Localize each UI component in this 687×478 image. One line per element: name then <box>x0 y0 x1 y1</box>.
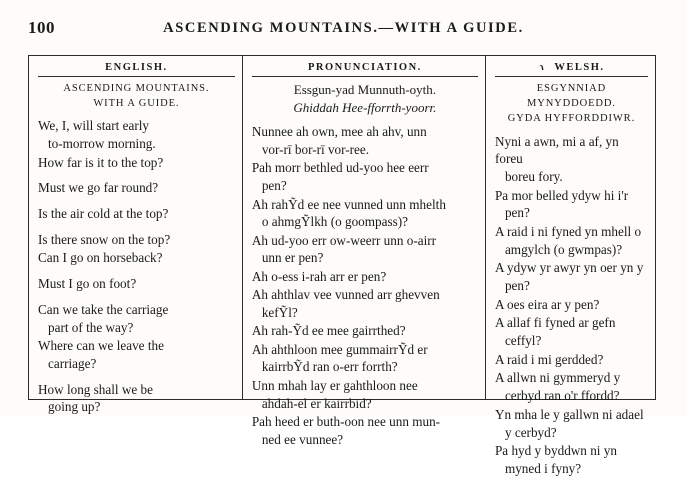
section-title-pronunciation <box>252 81 478 117</box>
row-spacer <box>38 198 235 205</box>
swash-ornament-icon: ɾ <box>538 62 545 73</box>
phrase-row <box>38 117 235 152</box>
phrase-row <box>252 377 478 412</box>
row-spacer <box>38 268 235 275</box>
phrase-line: carriage? <box>48 355 97 371</box>
phrase-line: amgylch (o gwmpas)? <box>504 241 623 257</box>
section-title-line2: Ghiddah Hee-fforrth-yoorr. <box>293 100 437 116</box>
column-header-pronunciation: PRONUNCIATION. <box>307 62 422 73</box>
phrase-line: Must we go far round? <box>38 180 159 196</box>
phrase-line: Unn mhah lay er gahthloon nee <box>251 378 418 393</box>
phrase-line: Ah ahthloon mee gummairrỸd er <box>251 341 428 357</box>
phrase-line: going up? <box>48 399 101 415</box>
phrase-line: o ahmgỸlkh (o goompass)? <box>261 214 408 230</box>
phrase-line: A allaf fi fyned ar gefn <box>494 315 616 331</box>
phrase-row <box>38 179 235 197</box>
phrase-line: Ah rah-Ỹd ee mee gairrthed? <box>251 323 406 339</box>
phrase-line: Nunnee ah own, mee ah ahv, unn <box>251 124 427 140</box>
phrase-row <box>252 159 478 194</box>
phrase-row <box>252 196 478 231</box>
welsh-rows <box>495 133 648 478</box>
phrase-row <box>495 296 648 314</box>
phrase-line: A oes eira ar y pen? <box>494 296 600 312</box>
phrase-line: y cerbyd? <box>504 424 557 440</box>
phrase-row <box>252 232 478 267</box>
phrase-row <box>495 442 648 477</box>
header-rule <box>495 76 648 77</box>
phrase-line: Is there snow on the top? <box>38 231 171 247</box>
page-number: 100 <box>28 18 55 37</box>
phrase-line: pen? <box>504 205 530 221</box>
section-title-welsh <box>495 81 648 127</box>
phrase-line: kefỸl? <box>261 304 298 320</box>
phrase-row <box>252 413 478 448</box>
phrase-row <box>252 123 478 158</box>
header-rule <box>38 76 235 77</box>
phrase-line: part of the way? <box>48 319 134 335</box>
phrase-line: Can we take the carriage <box>38 301 169 317</box>
phrase-line: ahdah-el er kairrbid? <box>261 395 372 411</box>
phrase-line: A raid i ni fyned yn mhell o <box>494 223 642 239</box>
phrase-line: kairrbỸd ran o-err forrth? <box>261 359 398 375</box>
phrase-line: ned ee vunnee? <box>261 431 344 447</box>
phrase-line: to-morrow morning. <box>48 136 156 152</box>
phrase-row <box>38 301 235 336</box>
phrase-line: A ydyw yr awyr yn oer yn y <box>494 260 644 276</box>
phrase-row <box>38 381 235 416</box>
phrase-row <box>495 351 648 369</box>
phrase-row <box>495 406 648 441</box>
phrase-row <box>252 286 478 321</box>
phrase-line: Must I go on foot? <box>38 276 137 292</box>
phrase-row <box>495 314 648 349</box>
phrase-line: Nyni a awn, mi a af, yn foreu <box>494 133 623 167</box>
phrase-line: Ah o-ess i-rah arr er pen? <box>251 268 387 284</box>
running-head: ASCENDING MOUNTAINS.—WITH A GUIDE. <box>163 20 524 36</box>
row-spacer <box>38 224 235 231</box>
row-spacer <box>38 374 235 381</box>
phrase-row <box>38 154 235 172</box>
phrase-line: How far is it to the top? <box>38 154 164 170</box>
phrase-line: Ah rahỸd ee nee vunned unn mhelth <box>251 196 446 212</box>
phrase-line: Ah ud-yoo err ow-weerr unn o-airr <box>251 232 437 248</box>
phrase-line: Is the air cold at the top? <box>38 206 169 222</box>
section-title-line1: ESGYNNIAD MYNYDDOEDD. <box>526 83 616 110</box>
phrase-row <box>252 322 478 340</box>
phrase-line: How long shall we be <box>38 381 154 397</box>
phrase-row <box>38 231 235 249</box>
phrase-line: boreu fory. <box>504 168 563 184</box>
phrase-line: A raid i mi gerdded? <box>494 351 604 367</box>
pronunciation-rows <box>252 123 478 448</box>
phrase-line: pen? <box>261 177 287 193</box>
phrase-line: Where can we leave the <box>38 338 164 354</box>
row-spacer <box>38 294 235 301</box>
phrase-line: ceffyl? <box>504 333 542 349</box>
phrase-row <box>38 205 235 223</box>
english-rows <box>38 117 235 416</box>
phrase-row <box>38 249 235 267</box>
phrase-line: Can I go on horseback? <box>38 250 163 266</box>
phrase-line: Pa mor belled ydyw hi i'r <box>494 187 629 203</box>
phrase-line: unn er pen? <box>261 250 324 266</box>
section-title-english <box>38 81 235 111</box>
section-title-line1: ASCENDING MOUNTAINS. <box>63 83 210 94</box>
phrase-row <box>495 223 648 258</box>
phrase-row <box>495 187 648 222</box>
phrase-line: cerbyd ran o'r ffordd? <box>504 388 620 404</box>
phrase-line: pen? <box>504 278 530 294</box>
phrase-line: Ah ahthlav vee vunned arr ghevven <box>251 287 440 303</box>
phrase-line: We, I, will start early <box>38 118 149 134</box>
phrase-row <box>495 259 648 294</box>
phrase-line: A allwn ni gymmeryd y <box>494 370 621 386</box>
column-header-welsh: ɾ WELSH. <box>538 62 605 73</box>
phrasebook-table <box>28 55 656 476</box>
column-welsh <box>486 56 655 476</box>
phrase-row <box>252 341 478 376</box>
phrase-line: Pa hyd y byddwn ni yn <box>494 443 617 459</box>
phrase-row <box>38 275 235 293</box>
phrase-row <box>495 133 648 186</box>
section-title-line1: Essgun-yad Munnuth-oyth. <box>293 82 437 97</box>
column-header-english: ENGLISH. <box>105 62 168 73</box>
section-title-line2: WITH A GUIDE. <box>93 98 180 110</box>
phrase-line: Yn mha le y gallwn ni adael <box>494 406 644 422</box>
phrase-line: myned i fyny? <box>504 460 582 476</box>
phrase-row <box>38 337 235 372</box>
phrase-line: Pah morr bethled ud-yoo hee eerr <box>251 160 429 176</box>
phrase-line: vor-rī bor-rī vor-ree. <box>261 141 370 157</box>
phrase-line: Pah heed er buth-oon nee unn mun- <box>251 414 441 430</box>
column-pronunciation <box>242 56 486 447</box>
header-rule <box>252 76 478 77</box>
column-english <box>29 56 242 415</box>
phrase-row <box>252 268 478 286</box>
phrase-row <box>495 369 648 404</box>
row-spacer <box>38 172 235 179</box>
section-title-line2: GYDA HYFFORDDIWR. <box>507 113 636 125</box>
